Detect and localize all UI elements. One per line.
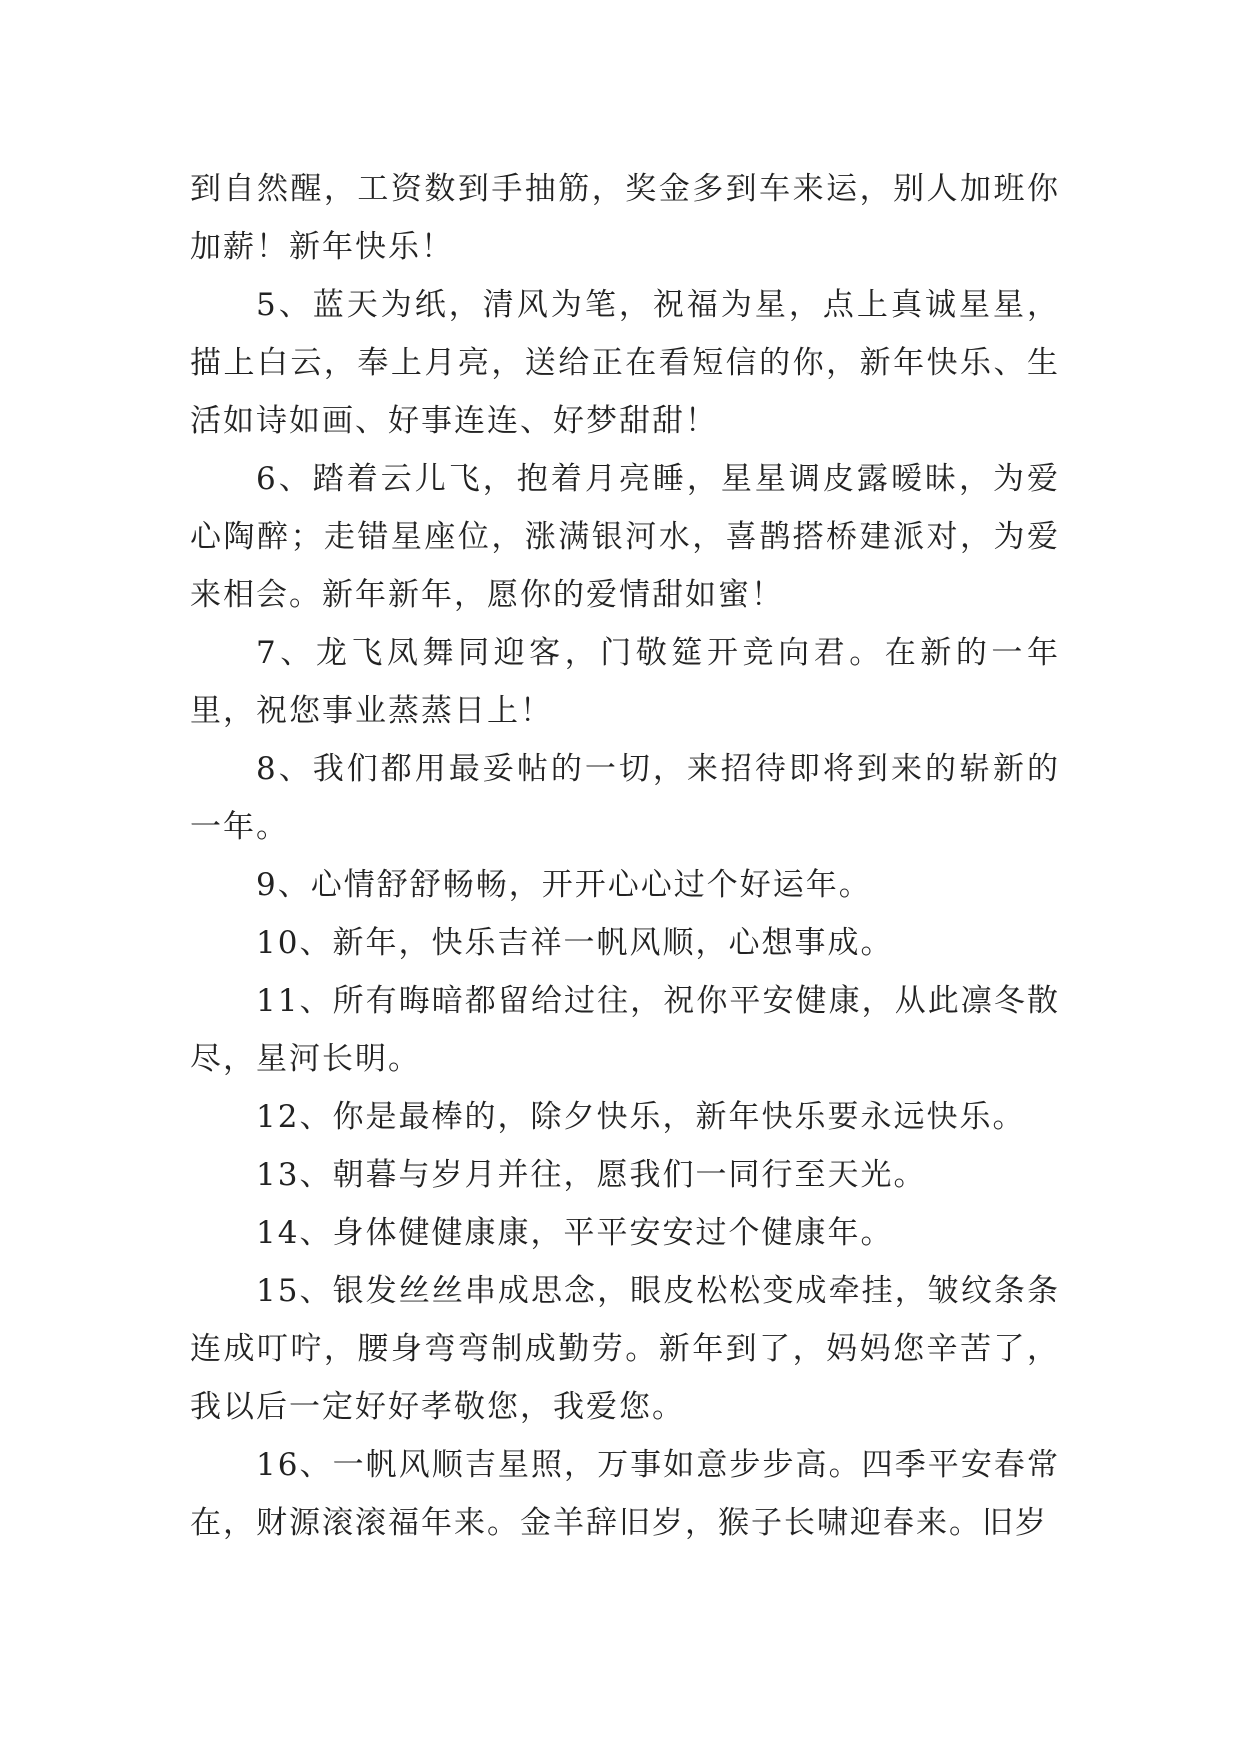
paragraph-10: 10、新年，快乐吉祥一帆风顺，心想事成。 [256,925,894,961]
paragraph-11: 11、所有晦暗都留给过往，祝你平安健康，从此凛冬散尽，星河长明。 [190,983,1060,1077]
paragraph-9: 9、心情舒舒畅畅，开开心心过个好运年。 [256,867,872,903]
paragraph-13: 13、朝暮与岁月并往，愿我们一同行至天光。 [256,1157,927,1193]
paragraph-14: 14、身体健健康康，平平安安过个健康年。 [256,1215,894,1251]
paragraph-8: 8、我们都用最妥帖的一切，来招待即将到来的崭新的一年。 [190,751,1060,845]
paragraph-6: 6、踏着云儿飞，抱着月亮睡，星星调皮露暧昧，为爱心陶醉；走错星座位，涨满银河水，喜鹊搭桥建派对，为爱来相会。新年新年，愿你的爱情甜如蜜！ [190,461,1060,613]
paragraph-16: 16、一帆风顺吉星照，万事如意步步高。四季平安春常在，财源滚滚福年来。金羊辞旧岁，猴子长啸迎春来。旧岁 [190,1447,1060,1541]
paragraph-15: 15、银发丝丝串成思念，眼皮松松变成牵挂，皱纹条条连成叮咛，腰身弯弯制成勤劳。新年到了，妈妈您辛苦了，我以后一定好好孝敬您，我爱您。 [190,1273,1060,1425]
paragraph-continuation: 到自然醒，工资数到手抽筋，奖金多到车来运，别人加班你加薪！新年快乐！ [190,171,1060,265]
document-body [190,160,1060,1552]
paragraph-12: 12、你是最棒的，除夕快乐，新年快乐要永远快乐。 [256,1099,1026,1135]
paragraph-7: 7、龙飞凤舞同迎客，门敬筵开竞向君。在新的一年里，祝您事业蒸蒸日上！ [190,635,1060,729]
paragraph-5: 5、蓝天为纸，清风为笔，祝福为星，点上真诚星星，描上白云，奉上月亮，送给正在看短信的你，新年快乐、生活如诗如画、好事连连、好梦甜甜！ [190,287,1060,439]
